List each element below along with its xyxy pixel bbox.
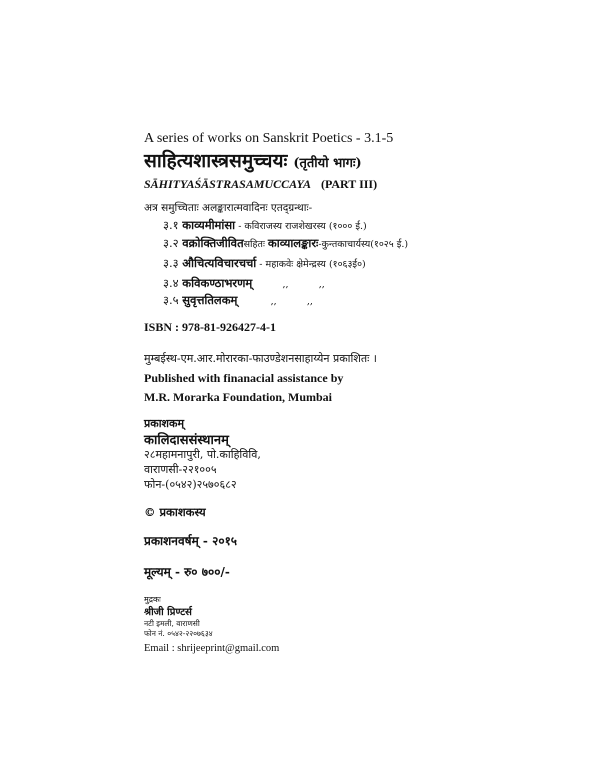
item-date: (१०६३ई०) (325, 259, 366, 270)
contents-item (163, 276, 325, 291)
contents-item (163, 218, 367, 233)
item-title-2: काव्यालङ्कारः (267, 236, 319, 250)
item-title: काव्यमीमांसा (182, 218, 236, 232)
item-ditto: ,, ,, (237, 296, 313, 307)
publication-year: प्रकाशनवर्षम् - २०१५ (144, 534, 238, 548)
publication-sanskrit: मुम्बईस्थ-एम.आर.मोरारका-फाउण्डेशनसाहाय्येन प्रकाशितः । (144, 352, 377, 365)
price: मूल्यम् - रु० ७००/- (144, 565, 230, 579)
publisher-name: कालिदाससंस्थानम् (144, 433, 229, 448)
contents-intro: अत्र समुच्चिताः अलङ्कारात्मवादिनः एतद्ग्रन्थाः- (144, 202, 313, 214)
publication-english-1: Published with finanacial assistance by (144, 371, 344, 385)
item-connector: सहितः (243, 239, 268, 250)
roman-title-text: SĀHITYAŚĀSTRASAMUCCAYA (144, 177, 311, 191)
publication-english-2: M.R. Morarka Foundation, Mumbai (144, 390, 333, 404)
publisher-address-1: २८महामनापुरी, पो.काहिविवि, (144, 448, 261, 461)
book-title (144, 147, 362, 173)
series-line: A series of works on Sanskrit Poetics - 3.1-5 (144, 131, 394, 146)
item-number: ३.३ (163, 256, 179, 270)
part-label: (PART III) (320, 177, 378, 191)
item-title: कविकण्ठाभरणम् (182, 276, 253, 290)
book-title-main: साहित्यशास्त्रसमुच्चयः (144, 150, 288, 172)
item-author: - कविराजस्य राजशेखरस्य (235, 221, 326, 232)
publisher-label: प्रकाशकम् (144, 417, 185, 430)
contents-item (163, 293, 313, 308)
item-ditto: ,, ,, (252, 279, 325, 290)
item-number: ३.२ (163, 236, 179, 250)
item-number: ३.४ (163, 276, 179, 290)
item-author: -कुन्तकाचार्यस्य(१०२५ ई.) (318, 239, 409, 250)
contents-item (163, 256, 366, 271)
book-title-sub: (तृतीयो भागः) (293, 156, 362, 171)
item-number: ३.५ (163, 293, 179, 307)
item-date: (१००० ई.) (325, 221, 367, 232)
item-number: ३.१ (163, 218, 179, 232)
isbn: ISBN : 978-81-926427-4-1 (144, 320, 276, 334)
item-title: औचित्यविचारचर्चा (182, 256, 257, 270)
item-author: - महाकवेः क्षेमेन्द्रस्य (256, 259, 326, 270)
roman-title (144, 177, 377, 192)
contents-item (163, 236, 408, 251)
item-title: सुवृत्ततिलकम् (182, 293, 238, 307)
printer-email: Email : shrijeeprint@gmail.com (144, 643, 280, 654)
copyright-notice: © प्रकाशकस्य (144, 505, 206, 519)
printer-address: नटी इमली, वाराणसी (144, 619, 200, 628)
publisher-phone: फोन-(०५४२)२५७०६८२ (144, 478, 237, 491)
printer-name: श्रीजी प्रिण्टर्स (144, 607, 192, 618)
publisher-address-2: वाराणसी-२२१००५ (144, 463, 217, 476)
printer-label: मुद्रकः (144, 595, 161, 604)
printer-phone: फोन नं. ०५४२-२२०७६३४ (144, 629, 213, 638)
item-title: वक्रोक्तिजीवित (182, 236, 244, 250)
